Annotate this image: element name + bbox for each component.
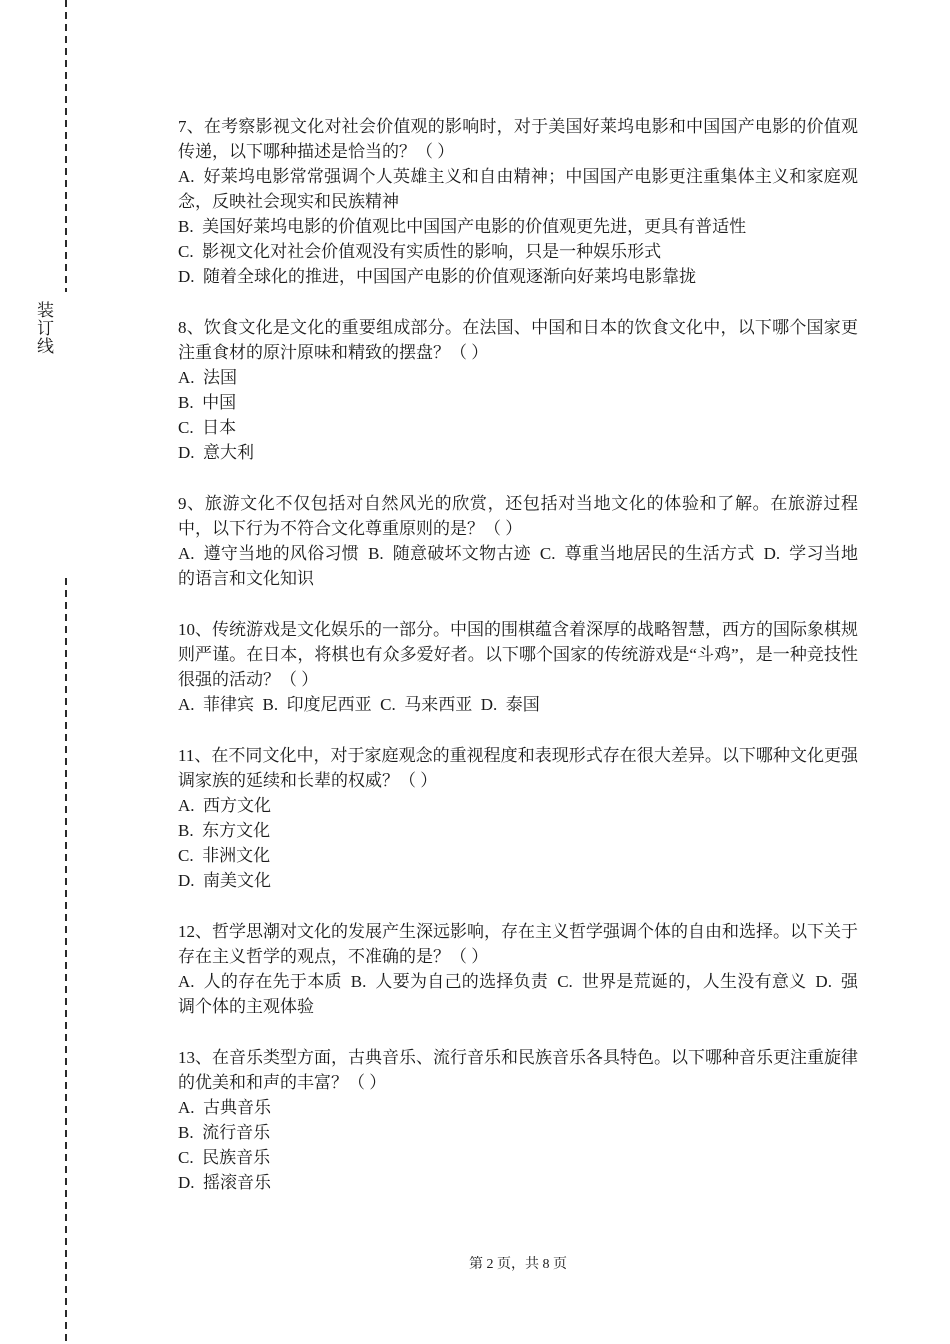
question-10 [178, 617, 858, 717]
question-option: D. 摇滚音乐 [178, 1173, 272, 1192]
page-footer [178, 1255, 858, 1275]
question-11 [178, 743, 858, 893]
question-12 [178, 919, 858, 1019]
question-stem: 13、在音乐类型方面，古典音乐、流行音乐和民族音乐各具特色。以下哪种音乐更注重旋律的优美和和声的丰富？（ ） [178, 1048, 858, 1092]
binding-line-label: 装订线 [37, 301, 54, 356]
question-option: C. 民族音乐 [178, 1148, 271, 1167]
question-option: B. 流行音乐 [178, 1123, 271, 1142]
question-option: D. 随着全球化的推进，中国国产电影的价值观逐渐向好莱坞电影靠拢 [178, 267, 697, 286]
question-8 [178, 315, 858, 465]
question-option: A. 遵守当地的风俗习惯 B. 随意破坏文物古迹 C. 尊重当地居民的生活方式 D. 学习当地的语言和文化知识 [178, 544, 858, 588]
question-option: B. 东方文化 [178, 821, 271, 840]
question-option: D. 南美文化 [178, 871, 272, 890]
question-option: A. 好莱坞电影常常强调个人英雄主义和自由精神；中国国产电影更注重集体主义和家庭观念，反映社会现实和民族精神 [178, 167, 858, 211]
question-option: D. 意大利 [178, 443, 255, 462]
question-9 [178, 491, 858, 591]
question-option: A. 菲律宾 B. 印度尼西亚 C. 马来西亚 D. 泰国 [178, 695, 540, 714]
question-option: B. 美国好莱坞电影的价值观比中国国产电影的价值观更先进，更具有普适性 [178, 217, 747, 236]
question-list [178, 114, 858, 1221]
binding-dashed-line-bottom [65, 578, 67, 1344]
question-13 [178, 1045, 858, 1195]
question-stem: 10、传统游戏是文化娱乐的一部分。中国的围棋蕴含着深厚的战略智慧，西方的国际象棋规则严谨。在日本，将棋也有众多爱好者。以下哪个国家的传统游戏是“斗鸡”，是一种竞技性很强的活动？（ ） [178, 620, 858, 689]
question-option: A. 西方文化 [178, 796, 272, 815]
question-option: C. 非洲文化 [178, 846, 271, 865]
question-option: C. 日本 [178, 418, 237, 437]
question-stem: 9、旅游文化不仅包括对自然风光的欣赏，还包括对当地文化的体验和了解。在旅游过程中，以下行为不符合文化尊重原则的是？（ ） [178, 494, 858, 538]
question-option: A. 古典音乐 [178, 1098, 272, 1117]
question-option: A. 法国 [178, 368, 238, 387]
question-7 [178, 114, 858, 289]
binding-dashed-line-top [65, 0, 67, 292]
question-stem: 11、在不同文化中，对于家庭观念的重视程度和表现形式存在很大差异。以下哪种文化更强调家族的延续和长辈的权威？（ ） [178, 746, 858, 790]
question-stem: 7、在考察影视文化对社会价值观的影响时，对于美国好莱坞电影和中国国产电影的价值观传递，以下哪种描述是恰当的？（ ） [178, 117, 858, 161]
question-option: C. 影视文化对社会价值观没有实质性的影响，只是一种娱乐形式 [178, 242, 662, 261]
question-option: B. 中国 [178, 393, 237, 412]
page-number-text: 第 2 页，共 8 页 [469, 1257, 567, 1272]
question-option: A. 人的存在先于本质 B. 人要为自己的选择负责 C. 世界是荒诞的，人生没有意义 D. 强调个体的主观体验 [178, 972, 858, 1016]
question-stem: 12、哲学思潮对文化的发展产生深远影响，存在主义哲学强调个体的自由和选择。以下关于存在主义哲学的观点，不准确的是？（ ） [178, 922, 858, 966]
question-stem: 8、饮食文化是文化的重要组成部分。在法国、中国和日本的饮食文化中，以下哪个国家更注重食材的原汁原味和精致的摆盘？（ ） [178, 318, 858, 362]
